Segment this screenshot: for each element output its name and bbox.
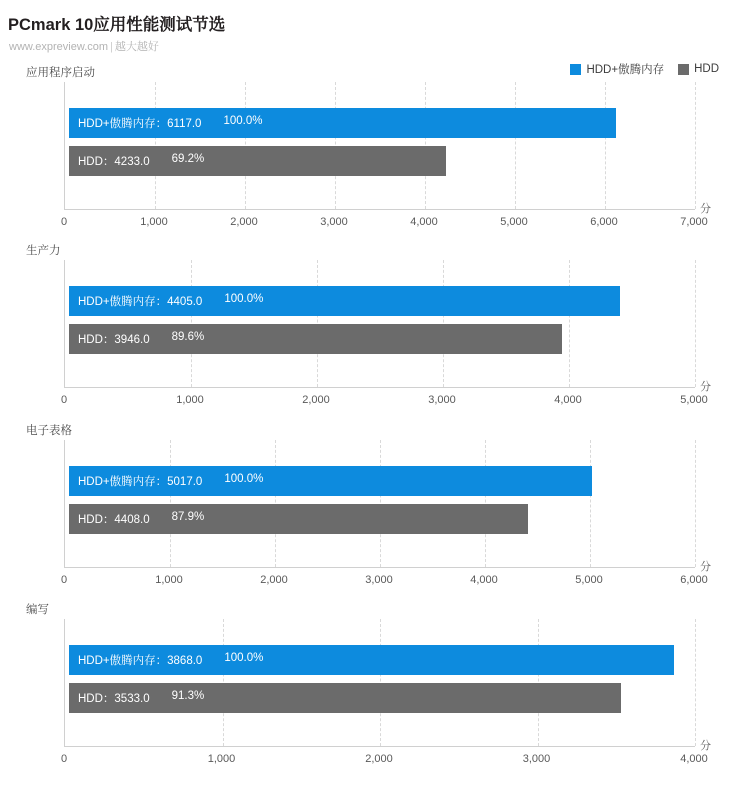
x-tick-label: 1,000 [176, 394, 204, 406]
x-tick-label: 3,000 [522, 753, 551, 765]
chart-legend [570, 61, 719, 77]
x-tick-label: 0 [60, 216, 68, 228]
x-tick-label: 2,000 [260, 574, 288, 586]
plot-area-2 [64, 440, 695, 568]
bar-value-label: HDD：4233.0 [78, 156, 150, 168]
bar-hdd [69, 504, 528, 534]
x-tick-label: 5,000 [575, 574, 603, 586]
bar-optane [69, 286, 620, 316]
gridline [590, 440, 591, 567]
bar-label-group [69, 115, 262, 131]
x-tick-label: 5,000 [680, 394, 708, 406]
bar-percent-label: 89.6% [171, 331, 205, 343]
x-tick-label: 0 [60, 574, 68, 586]
bar-label-group [69, 690, 204, 706]
chart-title-3: 编写 [26, 604, 49, 616]
x-tick-label: 0 [60, 394, 68, 406]
bar-value-label: HDD+傲腾内存：3868.0 [78, 655, 203, 667]
gridline [569, 260, 570, 387]
x-tick-label: 1,000 [207, 753, 236, 765]
x-tick-label: 2,000 [230, 216, 258, 228]
bar-value-label: HDD+傲腾内存：4405.0 [78, 296, 203, 308]
bar-hdd [69, 324, 562, 354]
bar-value-label: HDD：4408.0 [78, 514, 150, 526]
bar-optane [69, 108, 616, 138]
chart-title-2: 电子表格 [26, 425, 72, 437]
x-tick-label: 1,000 [140, 216, 168, 228]
x-axis-0 [60, 203, 723, 232]
x-tick-label: 6,000 [590, 216, 618, 228]
bar-value-label: HDD+傲腾内存：5017.0 [78, 476, 203, 488]
gridline [695, 440, 696, 567]
x-axis-unit-label: 分 [700, 381, 711, 393]
x-tick-label: 3,000 [428, 394, 456, 406]
x-axis-1 [60, 381, 723, 410]
bar-percent-label: 91.3% [171, 690, 205, 702]
subtitle-separator: | [110, 41, 113, 53]
chart-title-1: 生产力 [26, 245, 61, 257]
plot-area-3 [64, 619, 695, 747]
x-axis-unit-label: 分 [700, 561, 711, 573]
bar-percent-label: 100.0% [223, 115, 263, 127]
gridline [695, 82, 696, 209]
bar-label-group [69, 153, 204, 169]
legend-label-optane: HDD+傲腾内存 [586, 64, 665, 76]
bar-hdd [69, 683, 621, 713]
page-subtitle [9, 38, 159, 54]
bar-percent-label: 100.0% [224, 293, 264, 305]
bar-percent-label: 69.2% [171, 153, 205, 165]
page-title: PCmark 10应用性能测试节选 [8, 16, 226, 34]
gridline [515, 82, 516, 209]
site-url: www.expreview.com [9, 41, 109, 53]
legend-label-hdd: HDD [694, 63, 719, 75]
x-tick-label: 4,000 [410, 216, 438, 228]
bar-value-label: HDD+傲腾内存：6117.0 [78, 118, 202, 130]
x-axis-2 [60, 561, 723, 590]
x-tick-label: 1,000 [155, 574, 183, 586]
x-tick-label: 2,000 [302, 394, 330, 406]
x-tick-label: 2,000 [365, 753, 393, 765]
bar-optane [69, 466, 592, 496]
legend-swatch-hdd [678, 64, 689, 75]
bar-hdd [69, 146, 446, 176]
bar-optane [69, 645, 674, 675]
bar-percent-label: 100.0% [224, 652, 264, 664]
bar-label-group [69, 473, 263, 489]
subtitle-note: 越大越好 [114, 41, 159, 53]
bar-value-label: HDD：3946.0 [78, 334, 150, 346]
x-axis-unit-label: 分 [700, 203, 711, 215]
gridline [695, 619, 696, 746]
x-axis-unit-label: 分 [700, 740, 711, 752]
bar-label-group [69, 652, 263, 668]
x-axis-3 [60, 740, 723, 769]
legend-item-hdd [678, 63, 719, 75]
legend-item-optane [570, 61, 664, 77]
x-tick-label: 4,000 [680, 753, 708, 765]
x-tick-label: 4,000 [554, 394, 582, 406]
plot-area-0 [64, 82, 695, 210]
gridline [605, 82, 606, 209]
x-tick-label: 0 [60, 753, 68, 765]
chart-title-0: 应用程序启动 [26, 67, 95, 79]
bar-label-group [69, 293, 263, 309]
x-tick-label: 3,000 [365, 574, 393, 586]
x-tick-label: 5,000 [500, 216, 528, 228]
x-tick-label: 3,000 [320, 216, 348, 228]
bar-label-group [69, 511, 204, 527]
x-tick-label: 7,000 [680, 216, 708, 228]
bar-percent-label: 100.0% [224, 473, 264, 485]
plot-area-1 [64, 260, 695, 388]
bar-percent-label: 87.9% [171, 511, 205, 523]
x-tick-label: 6,000 [680, 574, 708, 586]
x-tick-label: 4,000 [470, 574, 498, 586]
gridline [695, 260, 696, 387]
bar-label-group [69, 331, 204, 347]
bar-value-label: HDD：3533.0 [78, 693, 150, 705]
legend-swatch-optane [570, 64, 581, 75]
